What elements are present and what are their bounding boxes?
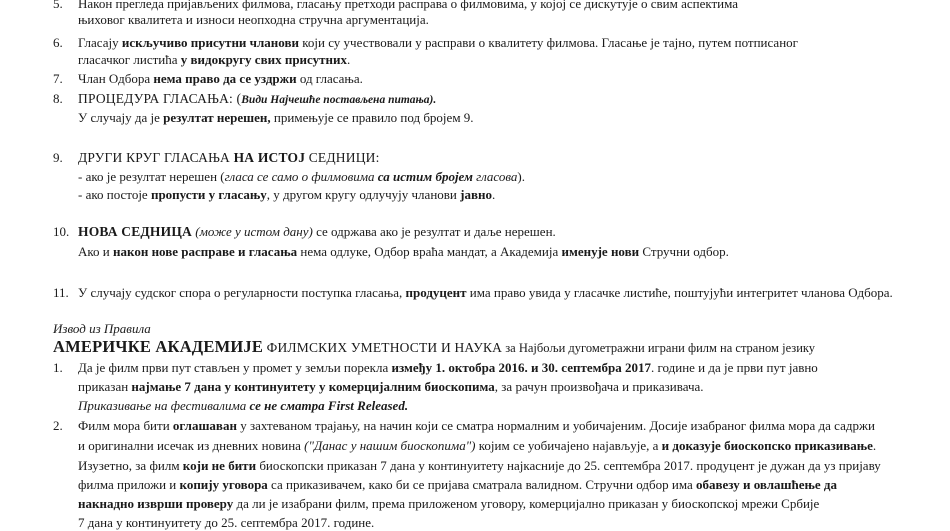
item-text bbox=[78, 0, 738, 12]
text-segment: У случају судског спора о регуларности поступка гласања, bbox=[78, 285, 406, 300]
text-segment: ДРУГИ КРУГ ГЛАСАЊА bbox=[78, 150, 234, 165]
text-segment: примењује се правило под бројем 9. bbox=[270, 110, 474, 125]
section-intro-text: Извод из Правила bbox=[53, 321, 151, 336]
text-segment: гласачког листића bbox=[78, 52, 181, 67]
item-number: 10. bbox=[53, 224, 70, 239]
text-segment: Гласају bbox=[78, 35, 122, 50]
bold-segment: који не бити bbox=[182, 458, 257, 473]
text-segment: да ли је изабрани филм, према приложеном уговору, комерцијално приказан у биоскопској мрежи Србије bbox=[233, 496, 820, 511]
text-segment: нема одлуке, Одбор враћа мандат, а Академија bbox=[297, 244, 562, 259]
section-title bbox=[53, 339, 815, 356]
bold-segment: и доказује биоскопско приказивање bbox=[661, 438, 873, 453]
text-segment: Стручни одбор. bbox=[639, 244, 729, 259]
text-segment: - ако је резултат нерешен ( bbox=[78, 169, 225, 184]
text-segment: . bbox=[491, 187, 496, 202]
text-segment: . године и да је први пут јавно bbox=[650, 360, 818, 375]
item-number: 6. bbox=[53, 35, 63, 50]
bold-segment: у видокругу свих присутних bbox=[180, 52, 348, 67]
bold-segment: НОВА СЕДНИЦА bbox=[78, 224, 192, 239]
text-segment: . bbox=[347, 52, 351, 67]
text-segment: ПРОЦЕДУРА ГЛАСАЊА: ( bbox=[78, 91, 242, 106]
bold-segment: након нове расправе и гласања bbox=[113, 244, 298, 259]
text-segment: њиховог квалитета и износи неопходна стручна аргументација. bbox=[78, 12, 429, 27]
text-segment: којим се уобичајено најављује, а bbox=[475, 438, 662, 453]
italic-segment: (може у истом дану) bbox=[191, 224, 313, 239]
italic-segment: гласа се само о филмовима bbox=[224, 169, 378, 184]
italic-segment: ("Данас у нашим биоскопима") bbox=[304, 438, 476, 453]
text-segment: , за рачун произвођача и приказивача. bbox=[494, 379, 704, 394]
bold-segment: искључиво присутни чланови bbox=[121, 35, 299, 50]
text-segment: Изузетно, за филм bbox=[78, 458, 183, 473]
text-segment: има право увида у гласачке листиће, поштујући интегритет чланова Одбора. bbox=[466, 285, 893, 300]
section-intro bbox=[53, 321, 151, 337]
text-segment: се одржава ако је резултат и даље нерешен. bbox=[312, 224, 556, 239]
text-segment: филма приложи и bbox=[78, 477, 180, 492]
bold-segment: између 1. октобра 2016. и 30. септембра 2017 bbox=[391, 360, 651, 375]
text-segment: у захтеваном трајању, на начин који се сматра нормалним и уобичајеним. Досије изабраног филма мора да садржи bbox=[236, 418, 875, 433]
bold-italic-segment: се не сматра First Released. bbox=[249, 398, 409, 413]
text-segment: који су учествовали у расправи о квалитету филмова. Гласање је тајно, путем потписаног bbox=[298, 35, 798, 50]
italic-segment: гласова bbox=[472, 169, 518, 184]
bold-segment: обавезу и овлашћење да bbox=[696, 477, 837, 492]
text-segment: од гласања. bbox=[296, 71, 363, 86]
bold-segment: нема право да се уздржи bbox=[153, 71, 297, 86]
text-segment: Да је филм први пут стављен у промет у земљи порекла bbox=[78, 360, 392, 375]
item-number: 11. bbox=[53, 285, 69, 300]
item-number: 7. bbox=[53, 71, 63, 86]
bold-segment: НА ИСТОЈ bbox=[233, 150, 306, 165]
text-segment: - ако постоје bbox=[78, 187, 151, 202]
text-segment: Ако и bbox=[78, 244, 114, 259]
text-segment: , у другом кругу одлучују чланови bbox=[266, 187, 461, 202]
bold-segment: накнадно изврши проверу bbox=[78, 496, 234, 511]
text-segment: и оригинални исечак из дневних новина bbox=[78, 438, 305, 453]
text-segment: Филм мора бити bbox=[78, 418, 173, 433]
text-segment: ). bbox=[517, 169, 525, 184]
bold-segment: продуцент bbox=[405, 285, 467, 300]
text-segment: Члан Одбора bbox=[78, 71, 154, 86]
text-segment: . bbox=[872, 438, 877, 453]
rule-number: 1. bbox=[53, 360, 63, 375]
italic-segment: Приказивање на фестивалима bbox=[78, 398, 250, 413]
text-segment: Након прегледа пријављених филмова, гласању претходи расправа о филмовима, у којој се дискутује о свим аспектима bbox=[78, 0, 739, 11]
bold-segment: именује нови bbox=[561, 244, 640, 259]
section-title-bold: АМЕРИЧКЕ АКАДЕМИЈЕ bbox=[53, 337, 264, 356]
text-segment: 7 дана у континуитету до 25. септембра 2017. године. bbox=[78, 515, 375, 530]
item-number: 5. bbox=[53, 0, 63, 11]
text-segment: СЕДНИЦИ: bbox=[305, 150, 380, 165]
bold-segment: пропусти у гласању bbox=[150, 187, 267, 202]
text-segment: приказан bbox=[78, 379, 132, 394]
section-title-rest: за Најбољи дугометражни играни филм на страном језику bbox=[502, 341, 816, 355]
bold-segment: оглашаван bbox=[172, 418, 237, 433]
bold-italic-segment: Види Најчешће постављена питања). bbox=[241, 94, 437, 106]
text-segment: са приказивачем, како би се пријава сматрала валидном. Стручни одбор има bbox=[267, 477, 696, 492]
bold-segment: најмање 7 дана у континуитету у комерцијалним биоскопима bbox=[131, 379, 495, 394]
bold-segment: копију уговора bbox=[179, 477, 268, 492]
bold-italic-segment: са истим бројем bbox=[377, 169, 473, 184]
bold-segment: резултат нерешен, bbox=[163, 110, 271, 125]
section-title-caps: ФИЛМСКИХ УМЕТНОСТИ И НАУКА bbox=[263, 340, 503, 355]
item-number: 8. bbox=[53, 91, 63, 106]
bold-segment: јавно bbox=[460, 187, 492, 202]
text-segment: У случају да је bbox=[78, 110, 164, 125]
rule-number: 2. bbox=[53, 418, 63, 433]
item-number: 9. bbox=[53, 150, 63, 165]
text-segment: биоскопски приказан 7 дана у континуитету најкасније до 25. септембра 2017. продуцент је дужан да уз пријаву bbox=[256, 458, 881, 473]
